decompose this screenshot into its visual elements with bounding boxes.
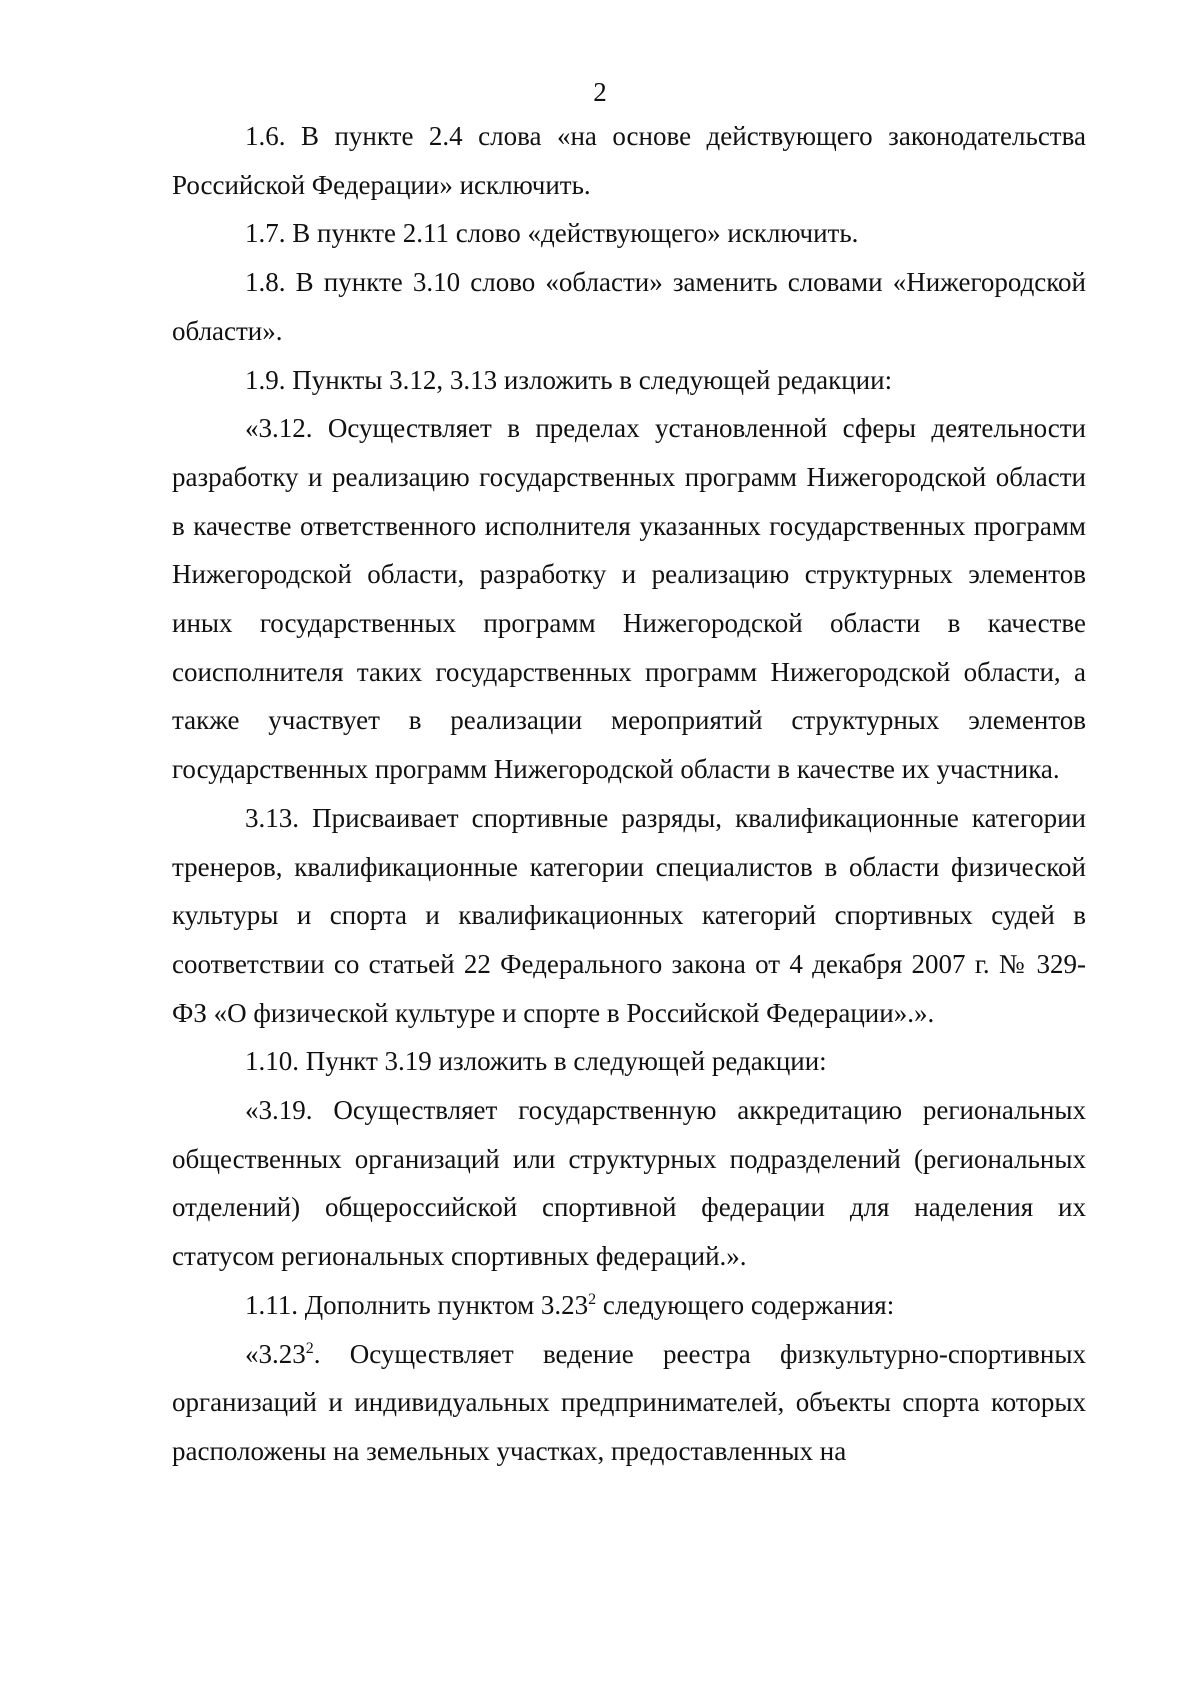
paragraph-1-9: 1.9. Пункты 3.12, 3.13 изложить в следующей редакции: [245, 364, 893, 395]
paragraph-1-6: 1.6. В пункте 2.4 слова «на основе действующего законодательства Российской Федерации» исключить. [172, 121, 1086, 200]
superscript: 2 [305, 1339, 314, 1357]
paragraph-1-11-before: 1.11. Дополнить пунктом 3.23 [245, 1289, 589, 1320]
paragraph-1-10: 1.10. Пункт 3.19 изложить в следующей редакции: [245, 1046, 827, 1077]
superscript: 2 [588, 1290, 597, 1308]
paragraph-1-7: 1.7. В пункте 2.11 слово «действующего» исключить. [245, 218, 859, 249]
paragraph-3-12: «3.12. Осуществляет в пределах установленной сферы деятельности разработку и реализацию государственных программ Нижегородской области в качестве ответственного исполнителя указанных государственных программ Нижегородской области, разработку и реализацию структурных элементов иных государственных программ Нижегородской области в качестве соисполнителя таких государственных программ Нижегородской области, а также участвует в реализации мероприятий структурных элементов государственных программ Нижегородской области в качестве их участника. [172, 413, 1086, 785]
paragraph-3-23-2-after: . Осуществляет ведение реестра физкультурно-спортивных организаций и индивидуальных предпринимателей, объекты спорта которых расположены на земельных участках, предоставленных на [172, 1338, 1086, 1466]
paragraph-1-11-after: следующего содержания: [596, 1289, 895, 1320]
page-number: 2 [593, 77, 607, 107]
paragraph-3-13: 3.13. Присваивает спортивные разряды, квалификационные категории тренеров, квалификационные категории специалистов в области физической культуры и спорта и квалификационных категорий спортивных судей в соответствии со статьей 22 Федерального закона от 4 декабря 2007 г. № 329-ФЗ «О физической культуре и спорте в Российской Федерации».». [172, 802, 1086, 1028]
paragraph-3-23-2-before: «3.23 [245, 1338, 306, 1369]
paragraph-3-23-2 [172, 1330, 1086, 1476]
paragraph-1-11 [172, 1281, 1086, 1330]
paragraph-3-19: «3.19. Осуществляет государственную аккредитацию региональных общественных организаций или структурных подразделений (региональных отделений) общероссийской спортивной федерации для наделения их статусом региональных спортивных федераций.». [172, 1095, 1086, 1272]
paragraph-1-8: 1.8. В пункте 3.10 слово «области» заменить словами «Нижегородской области». [172, 267, 1086, 346]
document-body [172, 112, 1086, 1476]
